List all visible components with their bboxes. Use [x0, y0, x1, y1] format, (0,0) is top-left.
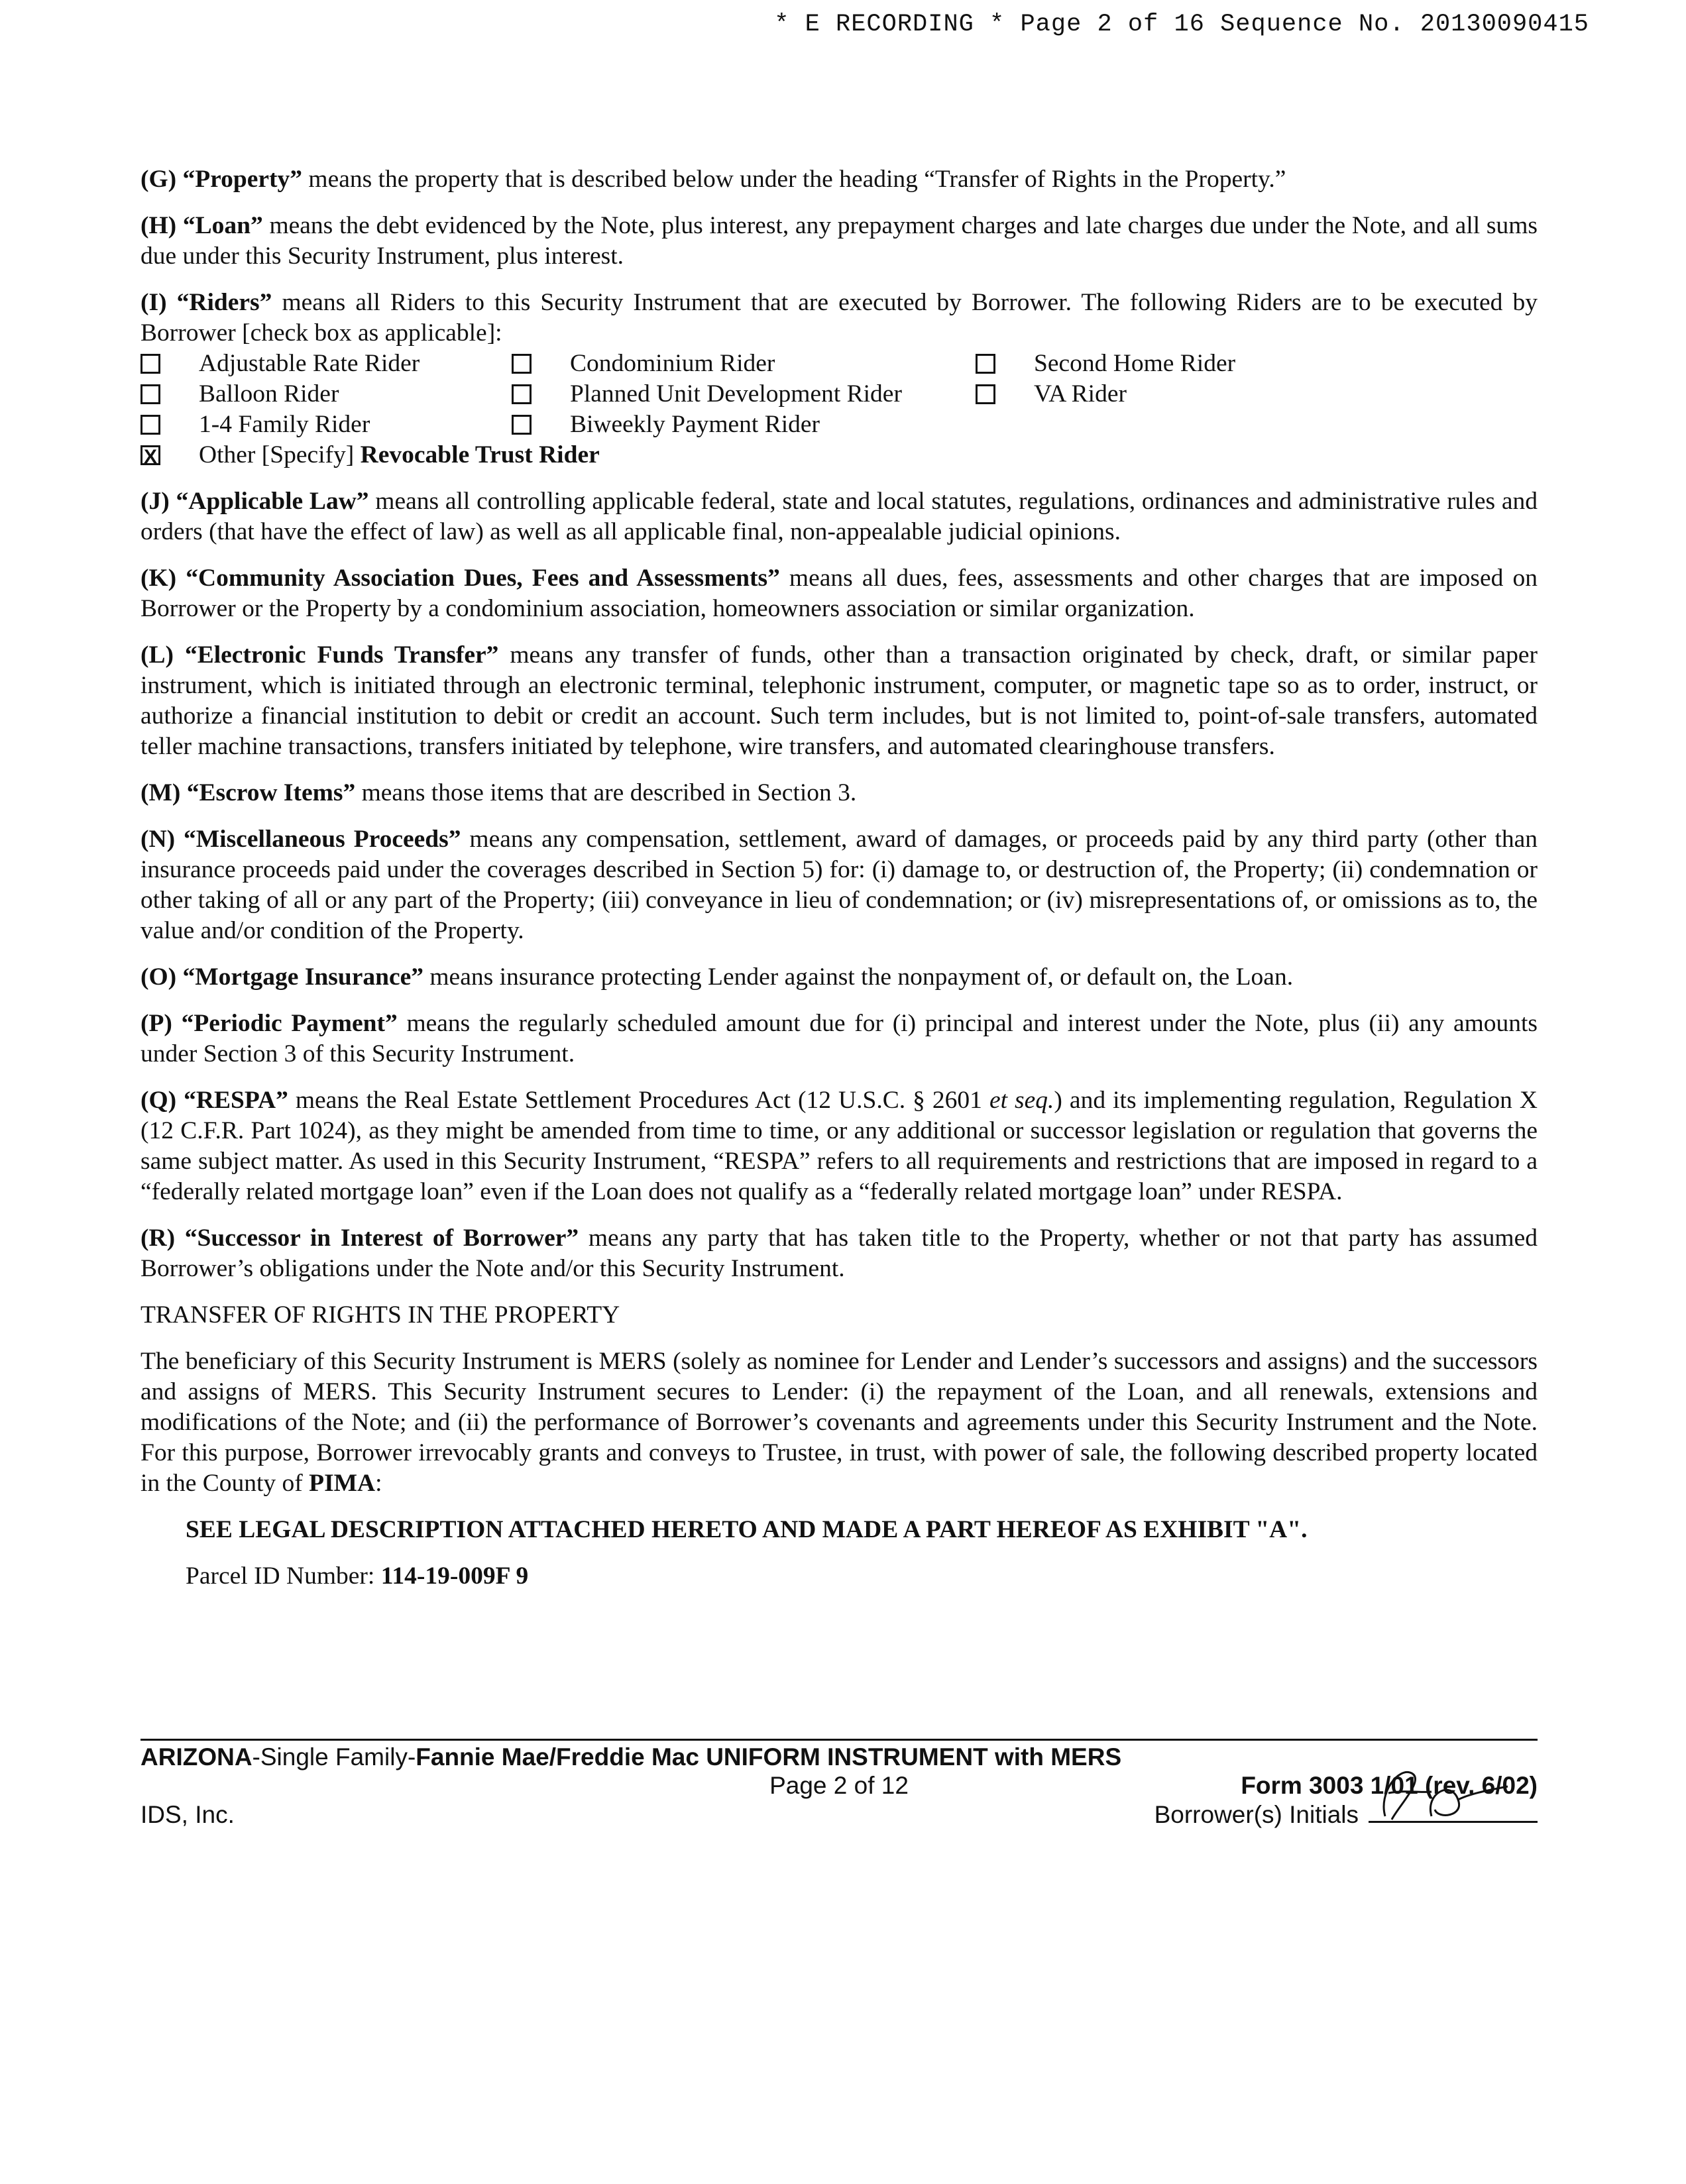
definition-text: ) and its implementing regulation, Regulation X (12 C.F.R. Part 1024), as they might be amended from time to time, or any additional or successor legislation or regulation that governs the same subject matter. As used in this Security Instrument, “RESPA” refers to all requirements and restrictions that are imposed in regard to a “federally related mortgage loan” even if the Loan does not qualify as a “federally related mortgage loan” under RESPA. [140, 1087, 1538, 1205]
parcel-value: 114-19-009F 9 [380, 1562, 529, 1590]
rider-row [140, 440, 1538, 470]
paragraph-i [140, 288, 1538, 349]
term-successor: (R) “Successor in Interest of Borrower” [140, 1225, 579, 1252]
riders-checklist [140, 349, 1538, 470]
rider-row [140, 410, 1538, 440]
paragraph-r [140, 1223, 1538, 1284]
parcel-id [186, 1561, 1538, 1592]
definition-text: means insurance protecting Lender against the nonpayment of, or default on, the Loan. [423, 963, 1294, 991]
rider-label: Condominium Rider [570, 350, 775, 377]
rider-label: Second Home Rider [1034, 350, 1236, 377]
checkbox-unchecked[interactable] [512, 415, 532, 435]
paragraph-n [140, 824, 1538, 946]
parcel-label: Parcel ID Number: [186, 1562, 381, 1590]
definition-text: means all dues, fees, assessments and other charges that are imposed on Borrower or the Property by a condominium association, homeowners association or similar organization. [140, 565, 1538, 622]
term-property: (G) “Property” [140, 166, 303, 193]
paragraph-l [140, 640, 1538, 762]
document-body [140, 164, 1538, 1608]
footer-title-mid: -Single Family- [252, 1743, 416, 1771]
paragraph-q [140, 1085, 1538, 1207]
paragraph-j [140, 486, 1538, 547]
rider-label: Adjustable Rate Rider [199, 350, 420, 377]
rider-second-home[interactable] [976, 349, 1439, 379]
definition-text: means the Real Estate Settlement Procedures Act (12 U.S.C. § 2601 [288, 1087, 989, 1114]
definition-text: means the regularly scheduled amount due for (i) principal and interest under the Note, plus (ii) any amounts under Section 3 of this Security Instrument. [140, 1010, 1538, 1067]
term-periodic-payment: (P) “Periodic Payment” [140, 1010, 398, 1037]
checkbox-checked[interactable] [140, 445, 160, 465]
definition-text: means the debt evidenced by the Note, plus interest, any prepayment charges and late charges due under the Note, and all sums due under this Security Instrument, plus interest. [140, 212, 1538, 270]
checkbox-unchecked[interactable] [140, 354, 160, 374]
rider-row [140, 379, 1538, 410]
county-name: PIMA [309, 1470, 376, 1497]
borrower-initials-label: Borrower(s) Initials [1154, 1801, 1359, 1828]
footer-divider [140, 1739, 1538, 1741]
rider-biweekly[interactable] [512, 410, 976, 440]
definition-text: means those items that are described in Section 3. [355, 779, 857, 806]
rider-va[interactable] [976, 379, 1439, 410]
definition-text: means any party that has taken title to the Property, whether or not that party has assumed Borrower’s obligations under the Note and/or this Security Instrument. [140, 1225, 1538, 1282]
document-footer [140, 1743, 1538, 1830]
rider-label: Biweekly Payment Rider [570, 411, 820, 438]
term-respa: (Q) “RESPA” [140, 1087, 288, 1114]
legal-description-text: SEE LEGAL DESCRIPTION ATTACHED HERETO AND MADE A PART HEREOF AS EXHIBIT "A". [186, 1516, 1308, 1543]
rider-row [140, 349, 1538, 379]
term-riders: (I) “Riders” [140, 289, 272, 316]
punctuation: : [375, 1470, 382, 1497]
legal-description [186, 1515, 1538, 1545]
paragraph-p [140, 1009, 1538, 1069]
transfer-text: The beneficiary of this Security Instrument is MERS (solely as nominee for Lender and Lender’s successors and assigns) and the successors and assigns of MERS. This Security Instrument secures to Lender: (i) the repayment of the Loan, and all renewals, extensions and modifications of the Note; and (ii) the performance of Borrower’s covenants and agreements under this Security Instrument and the Note. For this purpose, Borrower irrevocably grants and conveys to Trustee, in trust, with power of sale, the following described property located in the County of [140, 1348, 1538, 1497]
footer-row [140, 1772, 1538, 1801]
footer-form-number: Form 3003 1/01 (rev. 6/02) [1241, 1772, 1538, 1799]
rider-balloon[interactable] [140, 379, 512, 410]
term-mortgage-insurance: (O) “Mortgage Insurance” [140, 963, 424, 991]
definition-text: means any compensation, settlement, award of damages, or proceeds paid by any third party (other than insurance proceeds paid under the coverages described in Section 5) for: (i) damage to, or destruction of, the Property; (ii) condemnation or other taking of all or any part of the Property; (iii) conveyance in lieu of condemnation; or (iv) misrepresentations of, or omissions as to, the value and/or condition of the Property. [140, 826, 1538, 944]
recording-header: * E RECORDING * Page 2 of 16 Sequence No. 20130090415 [774, 11, 1589, 38]
checkbox-unchecked[interactable] [512, 354, 532, 374]
term-electronic-funds: (L) “Electronic Funds Transfer” [140, 641, 499, 669]
footer-state: ARIZONA [140, 1743, 253, 1771]
rider-1-4-family[interactable] [140, 410, 512, 440]
rider-condominium[interactable] [512, 349, 976, 379]
rider-label: VA Rider [1034, 380, 1127, 408]
rider-other-value: Revocable Trust Rider [360, 441, 600, 468]
rider-label: Planned Unit Development Rider [570, 380, 902, 408]
rider-label: 1-4 Family Rider [199, 411, 370, 438]
rider-planned-unit[interactable] [512, 379, 976, 410]
rider-other[interactable] [140, 440, 600, 470]
italic-text: et seq. [989, 1087, 1054, 1114]
paragraph-o [140, 962, 1538, 993]
paragraph-transfer [140, 1346, 1538, 1499]
section-heading-transfer: TRANSFER OF RIGHTS IN THE PROPERTY [140, 1301, 620, 1329]
footer-vendor: IDS, Inc. [140, 1801, 235, 1828]
rider-label: Balloon Rider [199, 380, 339, 408]
term-applicable-law: (J) “Applicable Law” [140, 488, 369, 515]
initials-signature-icon [1359, 1753, 1511, 1833]
definition-text: means any transfer of funds, other than a transaction originated by check, draft, or similar paper instrument, which is initiated through an electronic terminal, telephonic instrument, computer, or magnetic tape so as to order, instruct, or authorize a financial institution to debit or credit an account. Such term includes, but is not limited to, point-of-sale transfers, automated teller machine transactions, transfers initiated by telephone, wire transfers, and automated clearinghouse transfers. [140, 641, 1538, 760]
term-escrow-items: (M) “Escrow Items” [140, 779, 356, 806]
checkbox-unchecked[interactable] [140, 384, 160, 404]
footer-row [140, 1801, 1538, 1830]
term-misc-proceeds: (N) “Miscellaneous Proceeds” [140, 826, 461, 853]
definition-text: means the property that is described below under the heading “Transfer of Rights in the Property.” [302, 166, 1286, 193]
paragraph-g [140, 164, 1538, 195]
term-loan: (H) “Loan” [140, 212, 263, 239]
paragraph-k [140, 563, 1538, 624]
rider-adjustable-rate[interactable] [140, 349, 512, 379]
paragraph-h [140, 211, 1538, 272]
definition-text: means all controlling applicable federal, state and local statutes, regulations, ordinances and administrative rules and orders (that have the effect of law) as well as all applicable final, non-appealable judicial opinions. [140, 488, 1538, 545]
footer-page-number: Page 2 of 12 [769, 1772, 909, 1799]
checkbox-unchecked[interactable] [140, 415, 160, 435]
paragraph-m [140, 778, 1538, 808]
footer-title [140, 1743, 1538, 1772]
definition-text: means all Riders to this Security Instrument that are executed by Borrower. The following Riders are to be executed by Borrower [check box as applicable]: [140, 289, 1538, 347]
term-community-association: (K) “Community Association Dues, Fees and Assessments” [140, 565, 780, 592]
checkbox-unchecked[interactable] [976, 384, 995, 404]
checkbox-unchecked[interactable] [976, 354, 995, 374]
footer-title-end: Fannie Mae/Freddie Mac UNIFORM INSTRUMENT with MERS [416, 1743, 1122, 1771]
rider-label: Other [Specify] [199, 441, 361, 468]
checkbox-unchecked[interactable] [512, 384, 532, 404]
